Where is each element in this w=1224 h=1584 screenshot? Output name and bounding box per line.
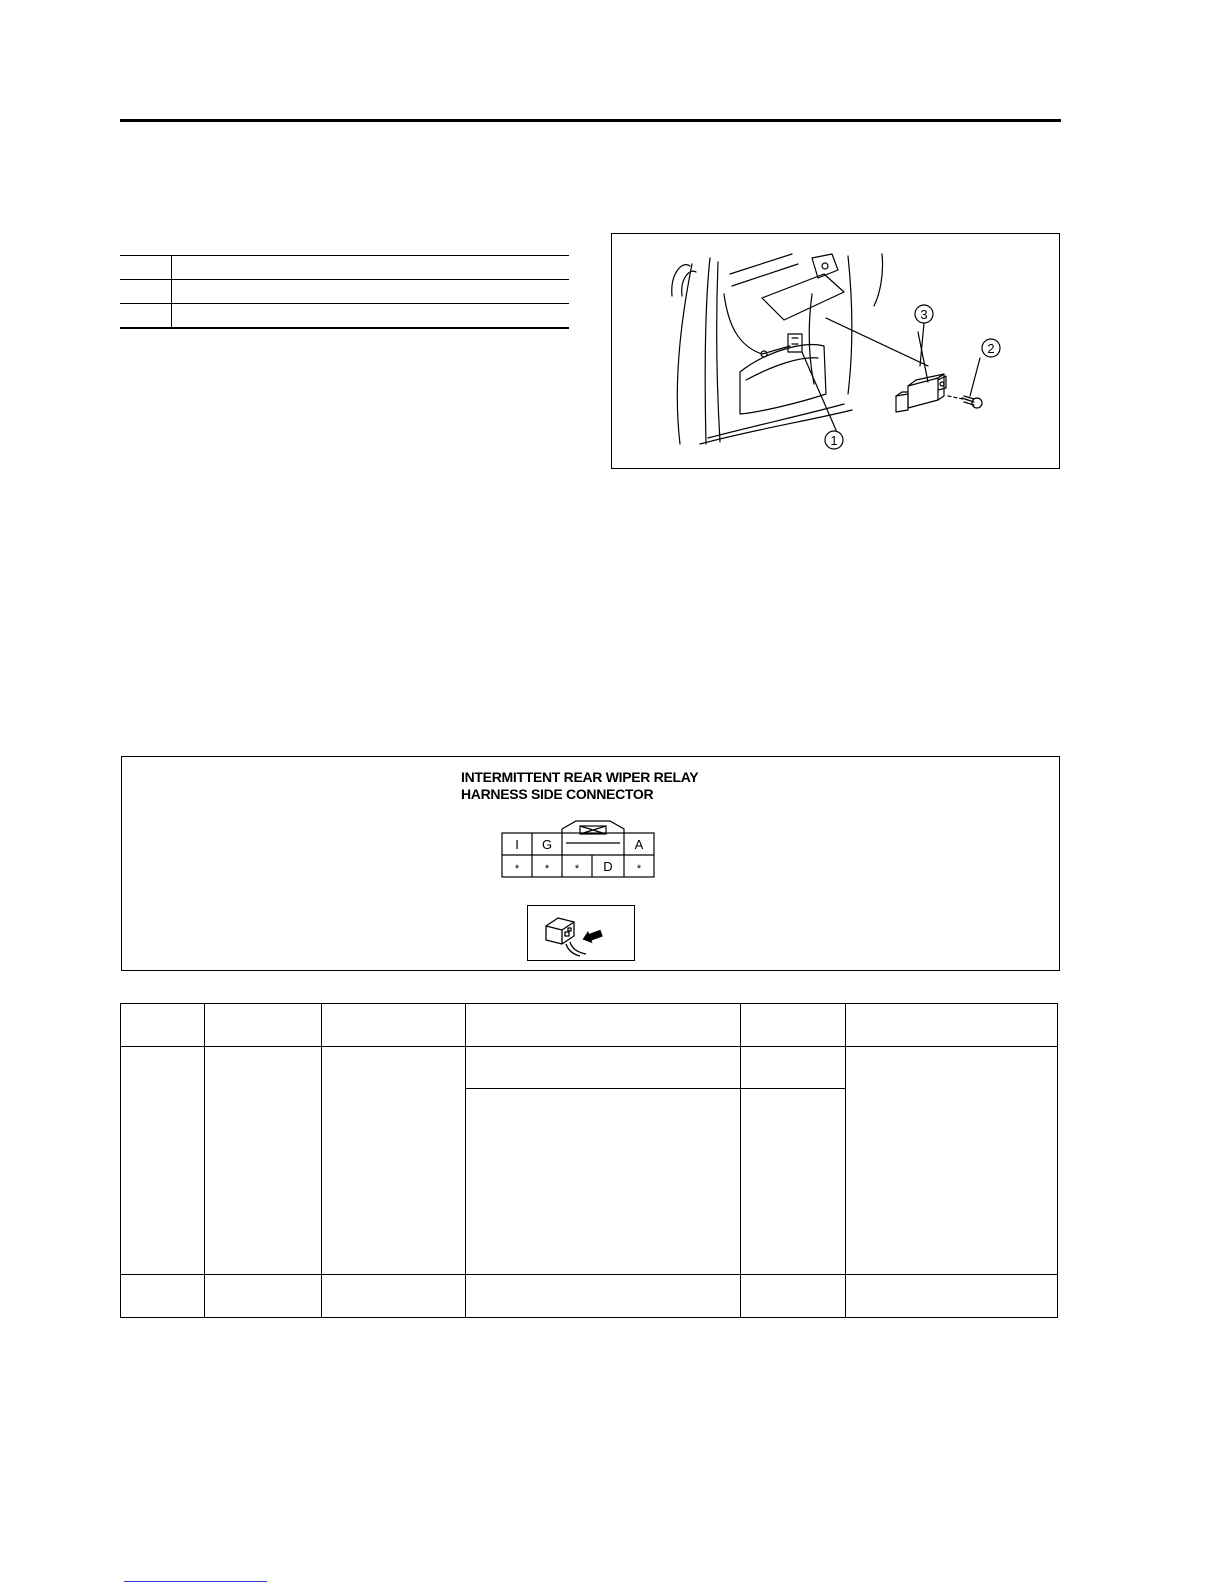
callout-3-label: 3 (920, 307, 928, 322)
connector-view-arrow-icon (528, 906, 634, 960)
connector-title-line1: INTERMITTENT REAR WIPER RELAY (461, 769, 699, 785)
table-header-row (121, 1004, 1058, 1047)
pin-label: I (515, 837, 519, 852)
relay-location-illustration (611, 233, 1060, 469)
pin-label: G (541, 837, 553, 852)
relay-bracket (938, 376, 946, 390)
pin-label: * (636, 863, 642, 875)
pin-label: * (544, 863, 550, 875)
pin-label: D (603, 859, 613, 874)
table-row (120, 256, 569, 280)
table-row (120, 304, 569, 329)
table-row (120, 280, 569, 304)
connector-title (461, 769, 698, 803)
inspection-table (120, 1003, 1058, 1318)
harness-connector (788, 334, 802, 352)
connector-diagram-box (121, 756, 1060, 971)
body-outline (677, 264, 692, 444)
relay-installation-drawing (612, 234, 1059, 468)
view-arrow (581, 927, 604, 946)
table-row (121, 1275, 1058, 1318)
pin-label: A (634, 837, 644, 852)
connector-title-line2: HARNESS SIDE CONNECTOR (461, 786, 654, 802)
connector-view-box (527, 905, 635, 961)
callout-1-label: 1 (830, 433, 838, 448)
removal-steps-table (120, 255, 569, 329)
wire-harness (724, 294, 790, 354)
table-row (121, 1047, 1058, 1089)
connector-lock-tab (562, 821, 624, 833)
footer-link-underline[interactable] (124, 1581, 267, 1582)
pin-label: * (514, 863, 520, 875)
top-rule (120, 119, 1061, 122)
pin-label: * (574, 863, 580, 875)
connector-pinout (498, 817, 658, 881)
callout-2-label: 2 (987, 341, 995, 356)
